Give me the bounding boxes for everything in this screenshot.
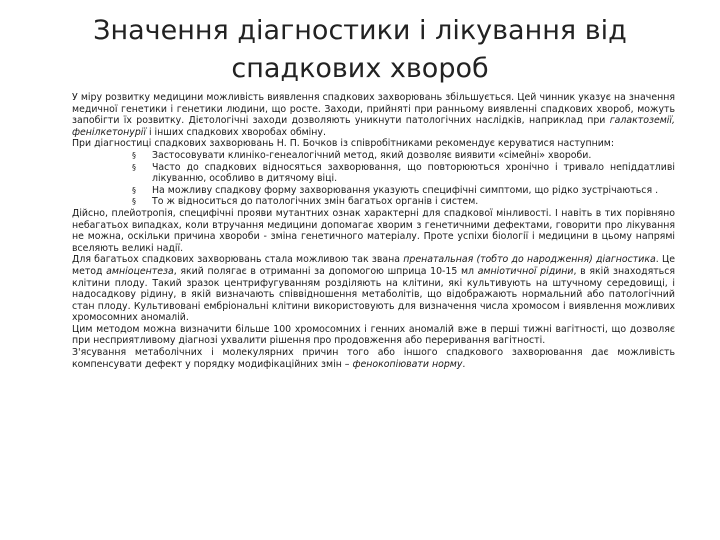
slide-title <box>0 0 720 88</box>
list-item-text: На можливу спадкову форму захворювання указують специфічні симптоми, що рідко зустрічаються . <box>152 184 659 196</box>
emphasized-prenatal-diagnostics: пренатальная (тобто до народження) діагностика <box>403 254 656 266</box>
paragraph-bochkov: При діагностиці спадкових захворювань Н. П. Бочков із співробітниками рекомендує керуватися наступним: <box>72 138 615 150</box>
paragraph-metabolic-text-b: . <box>462 358 466 370</box>
paragraph-metabolic-text-a: З'ясування метаболічних і молекулярних причин того або іншого спадкового захворювання дає можливість компенсувати дефект у порядку модифікаційних змін – <box>72 347 675 370</box>
slide-body <box>72 92 675 370</box>
list-item <box>72 185 675 197</box>
paragraph-anomalies: Цим методом можна визначити більше 100 хромосомних і генних аномалій вже в перші тижні вагітності, що дозволяє при несприятливому діагнозі ухвалити рішення про продовження або переривання вагітності. <box>72 323 675 347</box>
bullet-icon: § <box>132 150 136 160</box>
list-item <box>72 162 675 185</box>
paragraph-prenatal-text-a: Для багатьох спадкових захворювань стала можливою так звана <box>72 254 404 266</box>
paragraph-prenatal-text-d: , в якій знаходяться клітини плоду. Такий зразок центрифугуванням розділяють на клітини, які культивують на штучному середовищі, і надосадкову рідину, в якій визначають співвідношення метаболітів, що відображають нормальний або патологічний стан плоду. Культивовані ембріональні клітини використовують для визначення числа хромосом і виявлення можливих хромосомних аномалій. <box>72 265 675 324</box>
list-item-text: Застосовувати клиніко-генеалогічний метод, який дозволяє виявити «сімейні» хвороби. <box>152 149 592 161</box>
paragraph-intro <box>72 92 675 138</box>
paragraph-pleiotropy: Дійсно, плейотропія, специфічні прояви мутантних ознак характерні для спадкової мінливості. І навіть в тих порівняно небагатьох випадках, коли втручання медицини допомагає хворим з генетичними дефектами, говорити про лікування не можна, оскільки причина хвороби - зміна генетичного матеріалу. Проте успіхи біології і медицини в цьому напрямі вселяють великі надії. <box>72 207 675 254</box>
bullet-icon: § <box>132 197 136 207</box>
paragraph-metabolic <box>72 347 675 370</box>
list-item-text: То ж відноситься до патологічних змін багатьох органів і систем. <box>152 196 479 208</box>
paragraph-prenatal-text-b: . Це метод <box>72 254 676 277</box>
title-line-1: Значення діагностики і лікування від <box>93 15 627 46</box>
recommendation-list <box>72 150 675 208</box>
emphasized-amniocentesis: амніоцентеза <box>106 265 174 277</box>
bullet-icon: § <box>132 162 136 172</box>
emphasized-amniotic-fluid: амніотичної рідини <box>477 265 574 277</box>
paragraph-prenatal-text-c: , який полягає в отриманні за допомогою шприца 10-15 мл <box>173 265 478 277</box>
list-item-text: Часто до спадкових відносяться захворювання, що повторюються хронічно і тривало непіддатливі лікуванню, особливо в дитячому віці. <box>152 161 675 185</box>
paragraph-prenatal <box>72 254 675 324</box>
paragraph-intro-text-b: і інших спадкових хворобах обміну. <box>145 126 326 138</box>
title-line-2: спадкових хвороб <box>231 53 489 84</box>
list-item <box>72 150 675 162</box>
paragraph-intro-text-a: У міру розвитку медицини можливість виявлення спадкових захворювань збільшується. Цей чинник указує на значення медичної генетики і генетики людини, що росте. Заходи, прийняті при ранньому виявленні спадкових хвороб, можуть запобігти їх розвитку. Дієтологічні заходи дозволяють уникнути патологічних наслідків, наприклад при <box>72 92 675 127</box>
emphasized-phenocopy: фенокопіювати норму <box>352 358 463 370</box>
list-item <box>72 196 675 208</box>
bullet-icon: § <box>132 185 136 195</box>
emphasized-terms: галактоземії, фенілкетонурії <box>72 115 675 138</box>
